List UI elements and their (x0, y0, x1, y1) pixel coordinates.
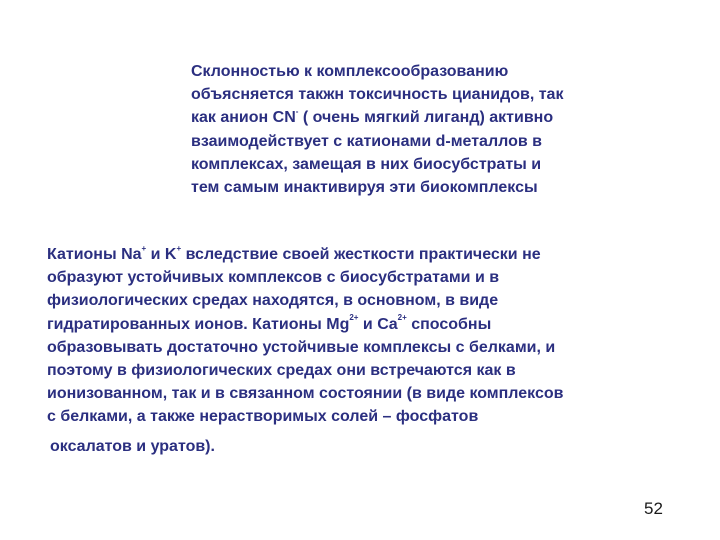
paragraph-line: оксалатов и уратов). (50, 437, 215, 455)
paragraph-line: Склонностью к комплексообразованию (191, 63, 509, 80)
superscript-charge: - (295, 107, 299, 117)
superscript-charge: + (176, 243, 182, 253)
paragraph-line: физиологических средах находятся, в основном, в виде (47, 292, 499, 310)
cations-paragraph (47, 243, 563, 458)
paragraph-line: Катионы Na+ и K+ вследствие своей жесткости практически не (47, 243, 541, 263)
paragraph-line: тем самым инактивируя эти биокомплексы (191, 178, 538, 196)
superscript-charge: + (141, 243, 147, 253)
paragraph-line: с белками, а также нерастворимых солей – фосфатов (47, 408, 479, 426)
paragraph-line: поэтому в физиологических средах они встречаются как в (47, 361, 516, 379)
paragraph-line: как анион CN- ( очень мягкий лиганд) активно (191, 107, 554, 127)
paragraph-line: ионизованном, так и в связанном состоянии (в виде комплексов (47, 385, 564, 403)
paragraph-line: образовывать достаточно устойчивые комплексы с белками, и (47, 338, 556, 356)
superscript-charge: 2+ (349, 313, 359, 323)
cyanide-paragraph (191, 60, 563, 199)
paragraph-line: комплексах, замещая в них биосубстраты и (191, 155, 542, 173)
paragraph-line: объясняется такжн токсичность цианидов, так (191, 86, 564, 104)
paragraph-line: гидратированных ионов. Катионы $Mg^{2+}$ и $Ca^{2+}$ способны (47, 313, 492, 333)
superscript-charge: 2+ (397, 313, 407, 323)
paragraph-line: взаимодействует с катионами d-металлов в (191, 132, 542, 150)
page-number: 52 (644, 499, 663, 518)
paragraph-line: образуют устойчивых комплексов с биосубстратами и в (47, 269, 500, 287)
